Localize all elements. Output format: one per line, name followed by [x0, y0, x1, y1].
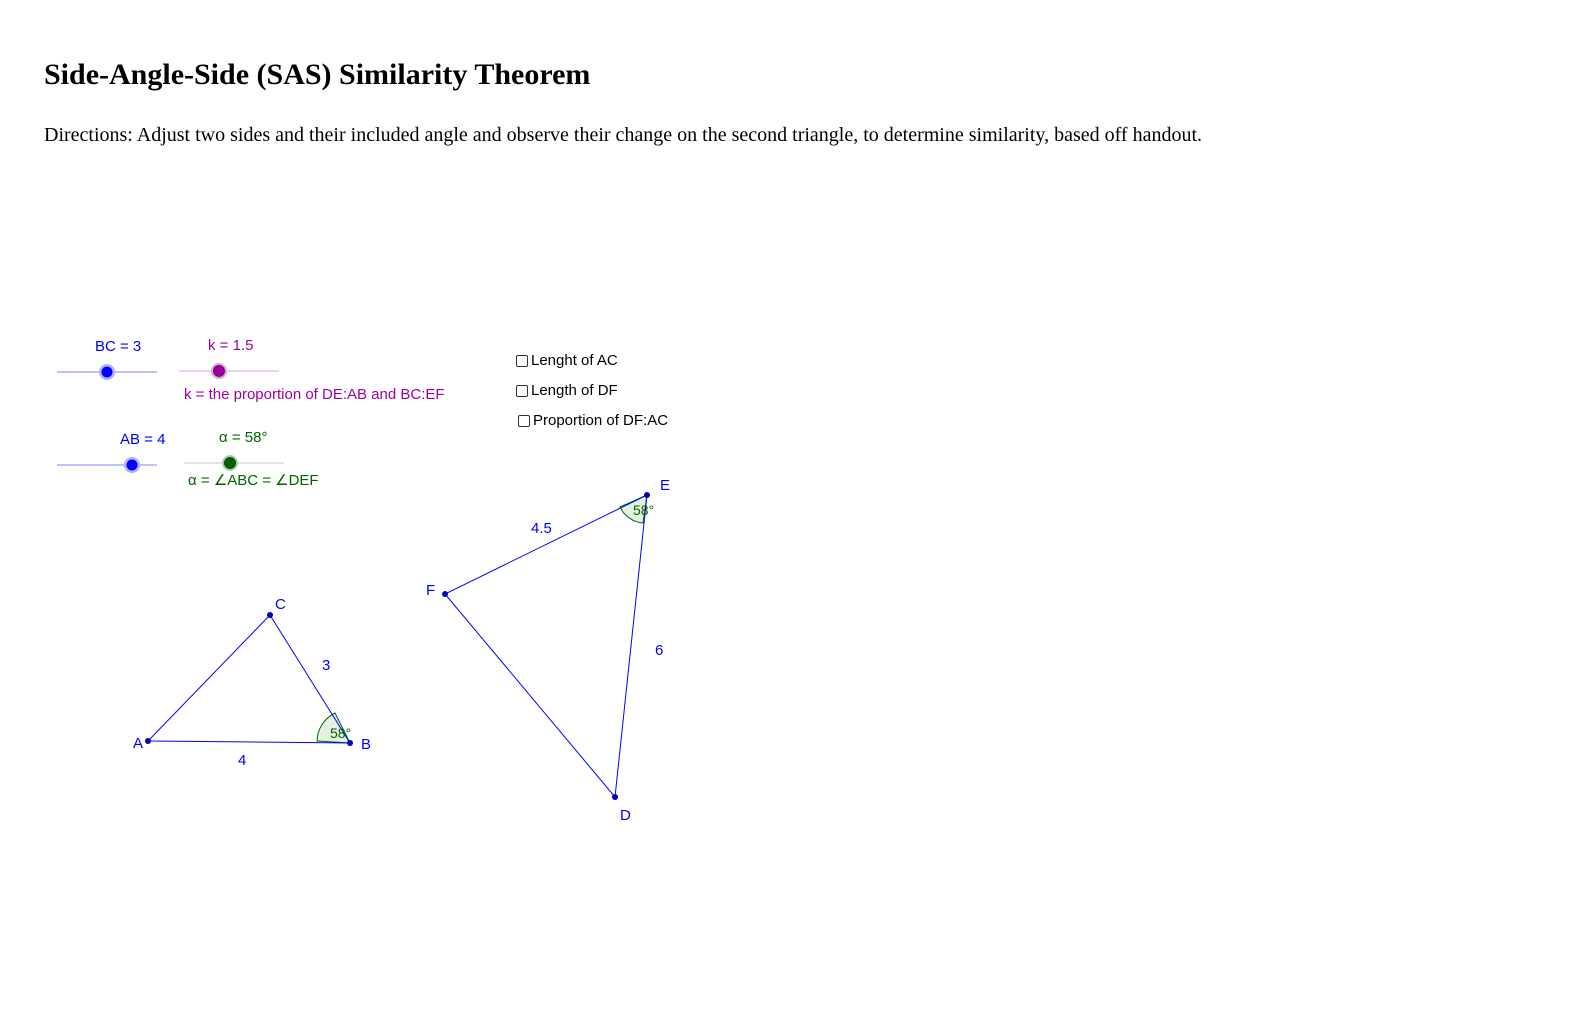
point-f[interactable]: [442, 591, 448, 597]
slider-alpha-handle[interactable]: [225, 458, 236, 469]
point-e-label: E: [660, 477, 671, 494]
checkbox-proportion-df-ac[interactable]: [518, 412, 668, 429]
slider-bc-label: BC = 3: [95, 338, 142, 355]
triangle-def-outline: [445, 495, 647, 797]
point-a[interactable]: [145, 738, 151, 744]
side-ab-value: 4: [238, 752, 247, 769]
slider-alpha-caption: α = ∠ABC = ∠DEF: [188, 472, 319, 489]
slider-bc-handle[interactable]: [102, 367, 113, 378]
slider-alpha[interactable]: [184, 429, 319, 489]
checkbox-length-ac-label[interactable]: Lenght of AC: [531, 352, 618, 369]
slider-k-handle[interactable]: [214, 366, 225, 377]
checkbox-length-df-box[interactable]: [516, 385, 528, 397]
point-f-label: F: [426, 582, 436, 599]
slider-k-label: k = 1.5: [208, 337, 254, 354]
checkbox-length-df-label[interactable]: Length of DF: [531, 382, 618, 399]
checkbox-proportion-df-ac-box[interactable]: [518, 415, 530, 427]
triangle-abc-outline: [148, 615, 350, 743]
slider-bc[interactable]: [57, 338, 157, 380]
slider-ab-label: AB = 4: [120, 431, 166, 448]
checkbox-proportion-df-ac-label[interactable]: Proportion of DF:AC: [533, 412, 669, 429]
checkbox-length-df[interactable]: [516, 382, 618, 399]
checkbox-length-ac-box[interactable]: [516, 355, 528, 367]
point-a-label: A: [133, 735, 144, 752]
point-c[interactable]: [267, 612, 273, 618]
checkbox-length-ac[interactable]: [516, 352, 618, 369]
side-de-value: 6: [655, 642, 664, 659]
angle-b-value: 58°: [330, 725, 352, 741]
page-title: Side-Angle-Side (SAS) Similarity Theorem: [44, 58, 591, 91]
point-b-label: B: [361, 736, 372, 753]
slider-k[interactable]: [179, 337, 445, 403]
slider-k-caption: k = the proportion of DE:AB and BC:EF: [184, 386, 445, 403]
triangle-def: [426, 477, 670, 824]
slider-ab-handle[interactable]: [127, 460, 138, 471]
point-d-label: D: [620, 807, 631, 824]
triangle-abc: [133, 596, 371, 769]
angle-e-value: 58°: [633, 502, 655, 518]
point-d[interactable]: [612, 794, 618, 800]
point-e[interactable]: [644, 492, 650, 498]
slider-alpha-label: α = 58°: [219, 429, 268, 446]
side-ef-value: 4.5: [531, 520, 552, 537]
side-bc-value: 3: [322, 657, 331, 674]
directions-text: Directions: Adjust two sides and their included angle and observe their change on the second triangle, to determine similarity, based off handout.: [44, 124, 1203, 146]
point-c-label: C: [275, 596, 286, 613]
slider-ab[interactable]: [57, 431, 165, 473]
